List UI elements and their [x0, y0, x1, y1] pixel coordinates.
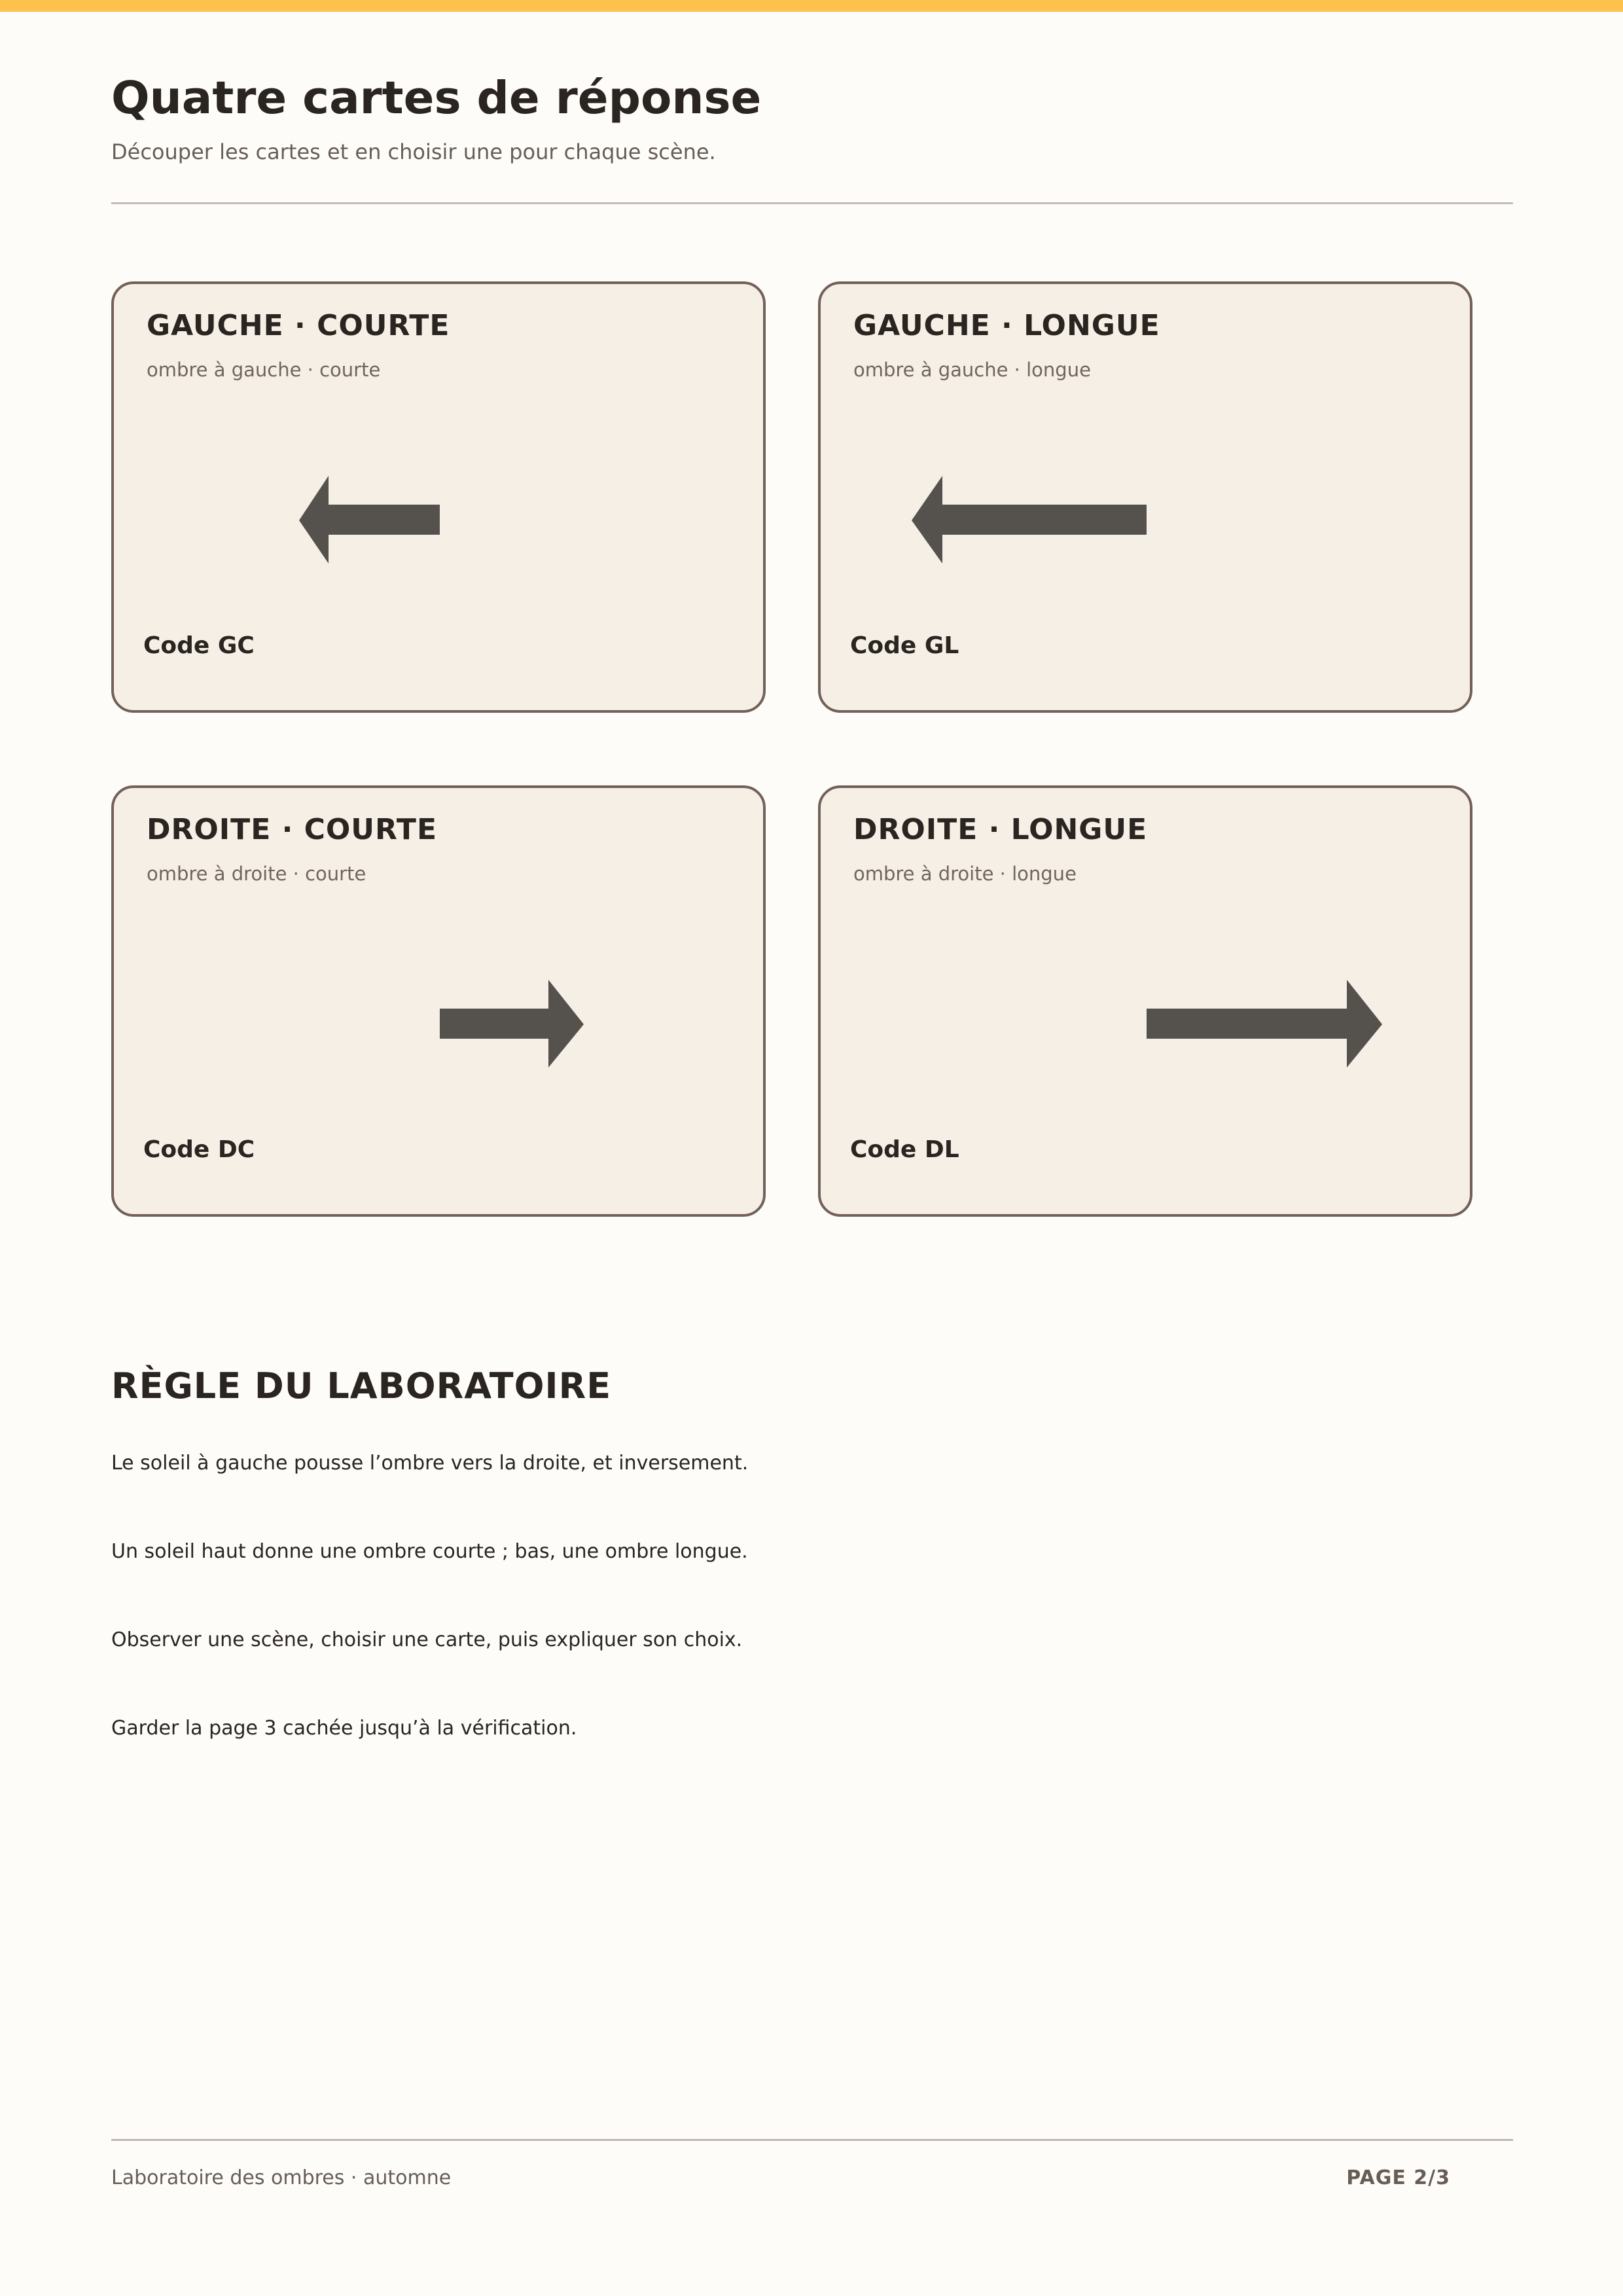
rule-line: Garder la page 3 cachée jusqu’à la vérification.	[111, 1717, 577, 1740]
page-title: Quatre cartes de réponse	[111, 72, 762, 124]
card-code: Code DL	[850, 1136, 959, 1163]
rules-heading: RÈGLE DU LABORATOIRE	[111, 1365, 612, 1407]
card-subtitle: ombre à droite · longue	[853, 863, 1077, 885]
answer-card-droite-courte[interactable]	[111, 785, 766, 1217]
rule-line: Le soleil à gauche pousse l’ombre vers la droite, et inversement.	[111, 1452, 749, 1475]
card-subtitle: ombre à gauche · courte	[147, 359, 381, 381]
rule-line: Observer une scène, choisir une carte, puis expliquer son choix.	[111, 1628, 743, 1651]
page-subtitle: Découper les cartes et en choisir une pour chaque scène.	[111, 139, 716, 164]
answer-card-droite-longue[interactable]	[818, 785, 1472, 1217]
card-subtitle: ombre à droite · courte	[147, 863, 366, 885]
top-accent-bar	[0, 0, 1623, 12]
rule-line: Un soleil haut donne une ombre courte ; bas, une ombre longue.	[111, 1540, 748, 1563]
footer-divider	[111, 2139, 1513, 2141]
header-divider	[111, 202, 1513, 204]
footer-label: Laboratoire des ombres · automne	[111, 2166, 452, 2189]
answer-card-gauche-longue[interactable]	[818, 281, 1472, 713]
answer-card-gauche-courte[interactable]	[111, 281, 766, 713]
card-code: Code GC	[143, 632, 255, 659]
card-title: GAUCHE · COURTE	[147, 309, 450, 342]
card-code: Code GL	[850, 632, 959, 659]
card-code: Code DC	[143, 1136, 255, 1163]
card-title: DROITE · LONGUE	[853, 813, 1148, 846]
card-title: DROITE · COURTE	[147, 813, 437, 846]
card-title: GAUCHE · LONGUE	[853, 309, 1160, 342]
page-number: PAGE 2/3	[1346, 2166, 1450, 2189]
card-subtitle: ombre à gauche · longue	[853, 359, 1091, 381]
